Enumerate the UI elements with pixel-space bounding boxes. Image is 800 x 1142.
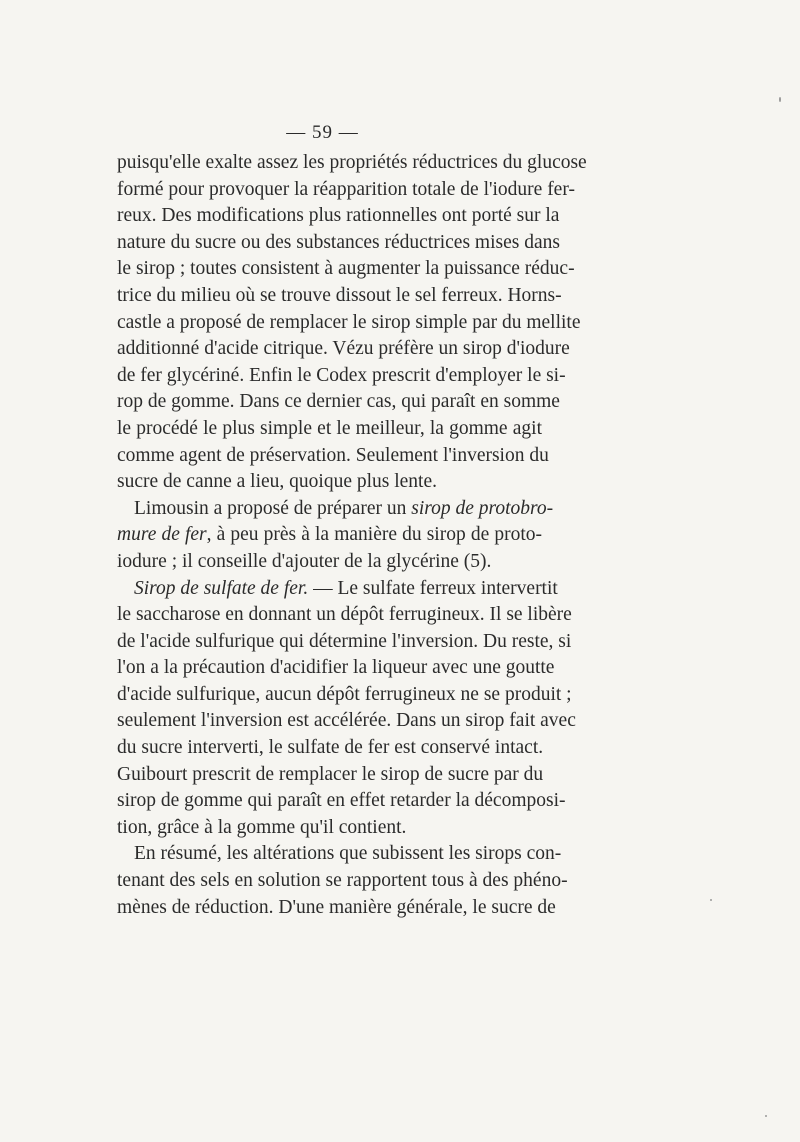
text-line: formé pour provoquer la réapparition totale de l'iodure fer- xyxy=(117,178,575,200)
text-line: le procédé le plus simple et le meilleur, la gomme agit xyxy=(117,417,542,439)
section-heading: Sirop de sulfate de fer. xyxy=(134,577,309,599)
text-run: Limousin a proposé de préparer un xyxy=(134,497,407,519)
text-run: , à peu près à la manière du sirop de proto- xyxy=(206,524,542,546)
text-line: tion, grâce à la gomme qu'il contient. xyxy=(117,816,407,838)
paper-speck xyxy=(779,97,781,102)
text-line: sirop de gomme qui paraît en effet retarder la décomposi- xyxy=(117,790,566,812)
text-line: castle a proposé de remplacer le sirop simple par du mellite xyxy=(117,311,581,333)
text-line: rop de gomme. Dans ce dernier cas, qui paraît en somme xyxy=(117,391,560,413)
text-line: mènes de réduction. D'une manière générale, le sucre de xyxy=(117,896,556,918)
text-line: le sirop ; toutes consistent à augmenter la puissance réduc- xyxy=(117,258,575,280)
text-line: sucre de canne a lieu, quoique plus lente. xyxy=(117,471,438,493)
text-line: Guibourt prescrit de remplacer le sirop de sucre par du xyxy=(117,763,544,785)
text-line: En résumé, les altérations que subissent les sirops con- xyxy=(134,843,562,865)
body-text xyxy=(117,150,587,921)
paragraph-line xyxy=(117,522,542,549)
paragraph-line xyxy=(117,496,554,523)
text-line: reux. Des modifications plus rationnelles ont porté sur la xyxy=(117,205,560,227)
text-line: nature du sucre ou des substances réductrices mises dans xyxy=(117,231,560,253)
page-number: — 59 — xyxy=(286,122,359,143)
text-line: l'on a la précaution d'acidifier la liqueur avec une goutte xyxy=(117,657,555,679)
italic-title: sirop de protobro- xyxy=(411,497,554,519)
text-line: tenant des sels en solution se rapportent tous à des phéno- xyxy=(117,870,568,892)
paper-speck xyxy=(710,899,712,901)
section-heading-line xyxy=(117,576,558,603)
text-line: du sucre interverti, le sulfate de fer est conservé intact. xyxy=(117,737,544,759)
text-line: d'acide sulfurique, aucun dépôt ferrugineux ne se produit ; xyxy=(117,683,572,705)
text-line: additionné d'acide citrique. Vézu préfère un sirop d'iodure xyxy=(117,338,570,360)
text-line: puisqu'elle exalte assez les propriétés réductrices du glucose xyxy=(117,152,587,173)
text-line: iodure ; il conseille d'ajouter de la glycérine (5). xyxy=(117,550,492,572)
text-line: de fer glycériné. Enfin le Codex prescrit d'employer le si- xyxy=(117,364,566,386)
paper-speck xyxy=(765,1115,767,1117)
text-line: le saccharose en donnant un dépôt ferrugineux. Il se libère xyxy=(117,604,572,626)
text-line: comme agent de préservation. Seulement l'inversion du xyxy=(117,444,549,466)
text-run: — Le sulfate ferreux intervertit xyxy=(308,577,558,599)
text-line: de l'acide sulfurique qui détermine l'inversion. Du reste, si xyxy=(117,630,572,652)
italic-title: mure de fer xyxy=(117,524,207,546)
text-line: seulement l'inversion est accélérée. Dans un sirop fait avec xyxy=(117,710,576,732)
text-line: trice du milieu où se trouve dissout le sel ferreux. Horns- xyxy=(117,284,562,306)
